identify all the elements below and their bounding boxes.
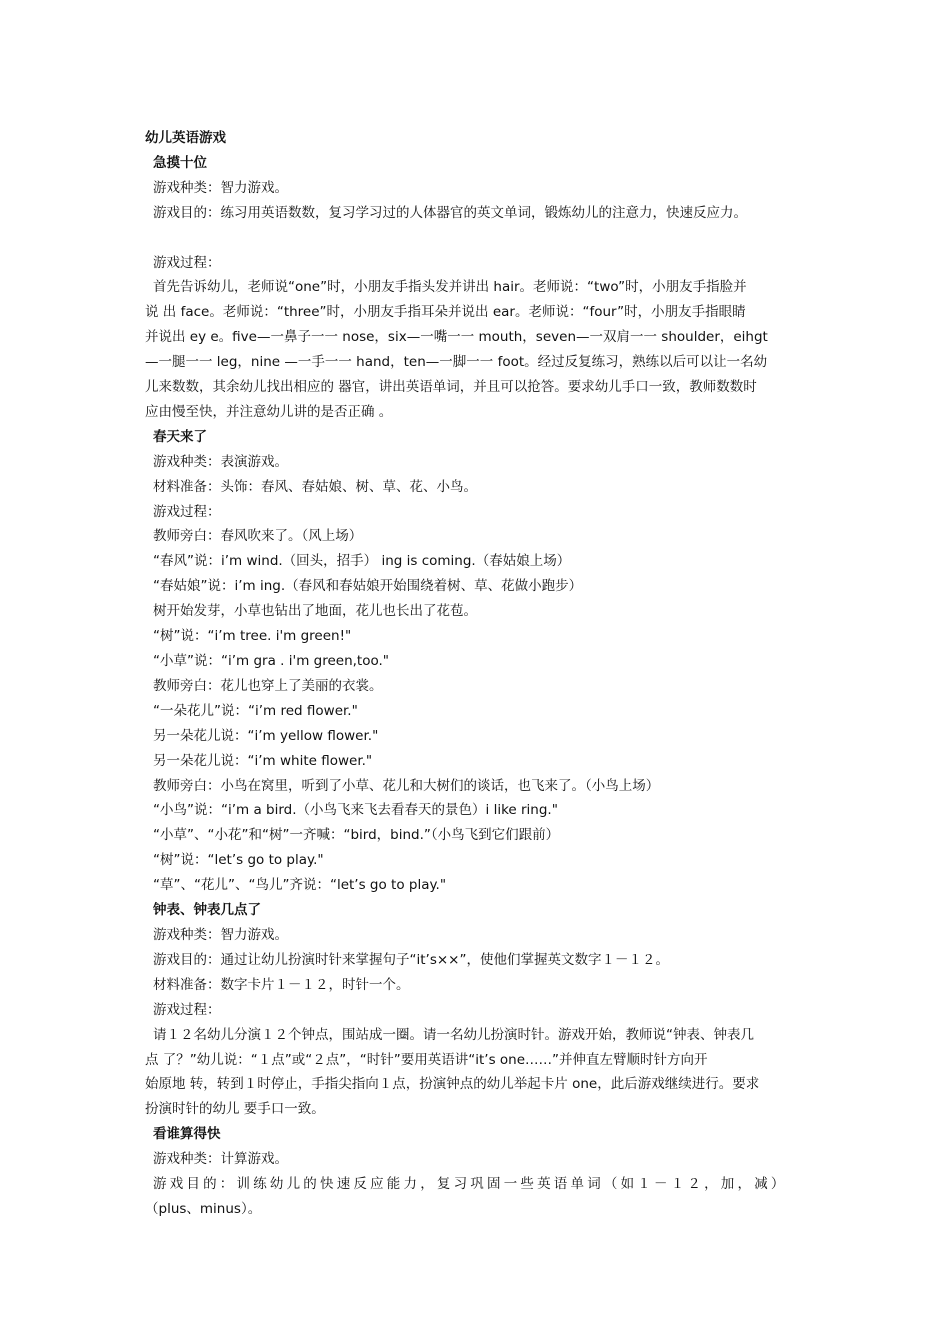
game2-line: 游戏种类：表演游戏。 (153, 453, 288, 470)
game2-line: 另一朵花儿说：“i’m yellow flower." (153, 727, 379, 744)
game2-line: “小草”、“小花”和“树”一齐喊：“bird，bind.”（小鸟飞到它们跟前） (153, 827, 560, 844)
game2-line: “一朵花儿”说：“i’m red flower." (153, 702, 358, 719)
game1-goal: 游戏目的：练习用英语数数，复习学习过的人体器官的英文单词，锻炼幼儿的注意力，快速反应力。 (153, 204, 747, 221)
game2-line: 教师旁白：小鸟在窝里，听到了小草、花儿和大树们的谈话，也飞来了。（小鸟上场） (153, 777, 660, 794)
game2-line: 另一朵花儿说：“i’m white flower." (153, 752, 373, 769)
game2-line: “树”说：“let’s go to play." (153, 852, 324, 869)
game3-line: 材料准备：数字卡片１－１２，时针一个。 (153, 976, 410, 993)
game2-line: “小草”说：“i’m gra . i'm green,too." (153, 653, 389, 670)
game1-process-line: 并说出 ey e。five—一鼻子一一 nose，six—一嘴一一 mouth，seven—一双肩一一 shoulder，eihgt (145, 329, 768, 346)
game3-line: 游戏目的：通过让幼儿扮演时针来掌握句子“it’s××”，使他们掌握英文数字１－１２。 (153, 951, 669, 968)
section-heading-game4: 看谁算得快 (153, 1126, 221, 1143)
game1-process-line: 应由慢至快，并注意幼儿讲的是否正确 。 (145, 403, 393, 420)
game3-line: 游戏种类：智力游戏。 (153, 926, 288, 943)
blank-line (145, 226, 815, 251)
game2-line: “春风”说：i’m wind.（回头，招手） ing is coming.（春姑娘上场） (153, 553, 571, 570)
game3-process-line: 始原地 转，转到１时停止，手指尖指向１点，扮演钟点的幼儿举起卡片 one，此后游戏继续进行。要求 (145, 1076, 760, 1093)
game2-line: “小鸟”说：“i’m a bird.（小鸟飞来飞去看春天的景色）i like ring." (153, 802, 558, 819)
game3-process-line: 点 了？”幼儿说：“１点”或“２点”，“时针”要用英语讲“it’s one……”并伸直左臂顺时针方向开 (145, 1051, 708, 1068)
section-heading-game3: 钟表、钟表几点了 (153, 902, 261, 919)
game3-process-line: 扮演时针的幼儿 要手口一致。 (145, 1101, 325, 1118)
game2-line: 教师旁白：春风吹来了。（风上场） (153, 528, 363, 545)
game1-process-line: —一腿一一 leg，nine —一手一一 hand，ten—一脚一一 foot。经过反复练习，熟练以后可以让一名幼 (145, 354, 768, 371)
game2-line: 材料准备：头饰：春风、春姑娘、树、草、花、小鸟。 (153, 478, 477, 495)
game3-line: 游戏过程： (153, 1001, 221, 1018)
game1-type: 游戏种类：智力游戏。 (153, 179, 288, 196)
document-body (145, 126, 815, 1222)
section-heading-game2: 春天来了 (153, 428, 207, 445)
game2-line: 游戏过程： (153, 503, 221, 520)
game1-process-line: 说 出 face。老师说：“three”时，小朋友手指耳朵并说出 ear。老师说：“four”时，小朋友手指眼睛 (145, 304, 746, 321)
section-heading-game1: 急摸十位 (153, 154, 207, 171)
game2-line: “草”、“花儿”、“鸟儿”齐说：“let’s go to play." (153, 877, 447, 894)
game4-type: 游戏种类：计算游戏。 (153, 1151, 288, 1168)
game4-goal-continued: （plus、minus）。 (145, 1200, 262, 1217)
game1-process-line: 儿来数数，其余幼儿找出相应的 器官，讲出英语单词，并且可以抢答。要求幼儿手口一致，教师数数时 (145, 379, 757, 396)
game4-goal: 游戏目的：训练幼儿的快速反应能力，复习巩固一些英语单词（如１－１２，加，减） (153, 1176, 788, 1193)
game2-line: “春姑娘”说：i’m ing.（春风和春姑娘开始围绕着树、草、花做小跑步） (153, 578, 583, 595)
game1-process-label: 游戏过程： (153, 254, 221, 271)
game3-process-line: 请１２名幼儿分演１２个钟点，围站成一圈。请一名幼儿扮演时针。游戏开始，教师说“钟表、钟表几 (153, 1026, 754, 1043)
game2-line: “树”说：“i’m tree. i'm green!" (153, 628, 352, 645)
game2-line: 教师旁白：花儿也穿上了美丽的衣裳。 (153, 677, 383, 694)
game2-line: 树开始发芽，小草也钻出了地面，花儿也长出了花苞。 (153, 603, 477, 620)
document-title: 幼儿英语游戏 (145, 130, 226, 146)
game1-process-line: 首先告诉幼儿，老师说“one”时，小朋友手指头发并讲出 hair。老师说：“two”时，小朋友手指脸并 (153, 279, 747, 296)
